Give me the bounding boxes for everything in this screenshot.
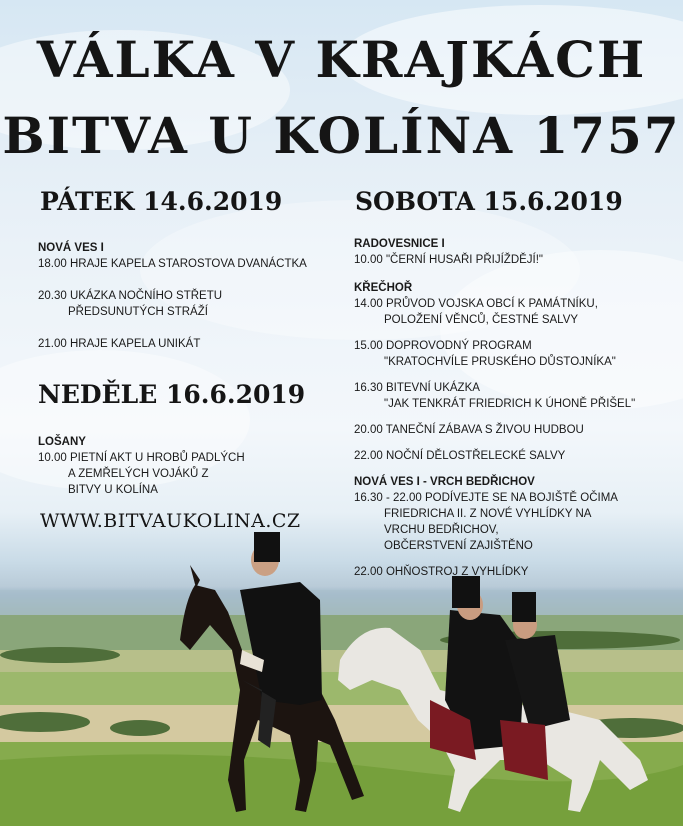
sunday-heading: NEDĚLE 16.6.2019 bbox=[38, 380, 306, 409]
saturday-item: 16.30 BITEVNÍ UKÁZKA bbox=[354, 382, 480, 394]
saturday-item: "JAK TENKRÁT FRIEDRICH K ÚHONĚ PŘIŠEL" bbox=[384, 398, 636, 410]
website-link[interactable]: WWW.BITVAUKOLINA.CZ bbox=[40, 510, 301, 532]
friday-schedule bbox=[38, 240, 307, 352]
sunday-location: LOŠANY bbox=[38, 436, 86, 448]
saturday-item: 10.00 "ČERNÍ HUSAŘI PŘIJÍŽDĚJÍ!" bbox=[354, 254, 544, 266]
friday-item: 20.30 UKÁZKA NOČNÍHO STŘETU bbox=[38, 290, 223, 302]
sunday-schedule bbox=[38, 434, 245, 498]
saturday-location-bedrichov: NOVÁ VES I - VRCH BEDŘICHOV bbox=[354, 476, 535, 488]
saturday-item: 22.00 OHŇOSTROJ Z VYHLÍDKY bbox=[354, 566, 529, 578]
saturday-item: "KRATOCHVÍLE PRUSKÉHO DŮSTOJNÍKA" bbox=[384, 356, 616, 368]
saturday-location-krechor: KŘEČHOŘ bbox=[354, 282, 413, 294]
sunday-item: A ZEMŘELÝCH VOJÁKŮ Z bbox=[68, 468, 209, 480]
saturday-item: POLOŽENÍ VĚNCŮ, ČESTNÉ SALVY bbox=[384, 314, 579, 326]
friday-item: 18.00 HRAJE KAPELA STAROSTOVA DVANÁCTKA bbox=[38, 258, 307, 270]
saturday-item: 22.00 NOČNÍ DĚLOSTŘELECKÉ SALVY bbox=[354, 450, 566, 462]
poster-title-line2: BITVA U KOLÍNA 1757 bbox=[2, 106, 681, 165]
friday-item: 21.00 HRAJE KAPELA UNIKÁT bbox=[38, 338, 201, 350]
friday-item: PŘEDSUNUTÝCH STRÁŽÍ bbox=[68, 306, 208, 318]
poster-title-line1: VÁLKA V KRAJKÁCH bbox=[36, 30, 647, 89]
saturday-item: OBČERSTVENÍ ZAJIŠTĚNO bbox=[384, 540, 533, 552]
saturday-item: 20.00 TANEČNÍ ZÁBAVA S ŽIVOU HUDBOU bbox=[354, 424, 584, 436]
sunday-item: 10.00 PIETNÍ AKT U HROBŮ PADLÝCH bbox=[38, 452, 245, 464]
saturday-item: FRIEDRICHA II. Z NOVÉ VYHLÍDKY NA bbox=[384, 508, 592, 520]
friday-location: NOVÁ VES I bbox=[38, 242, 104, 254]
saturday-schedule bbox=[354, 236, 635, 580]
saturday-item: VRCHU BEDŘICHOV, bbox=[384, 524, 499, 536]
saturday-item: 16.30 - 22.00 PODÍVEJTE SE NA BOJIŠTĚ OČIMA bbox=[354, 492, 618, 504]
saturday-item: 15.00 DOPROVODNÝ PROGRAM bbox=[354, 340, 532, 352]
saturday-heading: SOBOTA 15.6.2019 bbox=[355, 187, 623, 216]
friday-heading: PÁTEK 14.6.2019 bbox=[40, 187, 283, 216]
saturday-location-radovesnice: RADOVESNICE I bbox=[354, 238, 445, 250]
sunday-item: BITVY U KOLÍNA bbox=[68, 484, 158, 496]
saturday-item: 14.00 PRŮVOD VOJSKA OBCÍ K PAMÁTNÍKU, bbox=[354, 298, 598, 310]
